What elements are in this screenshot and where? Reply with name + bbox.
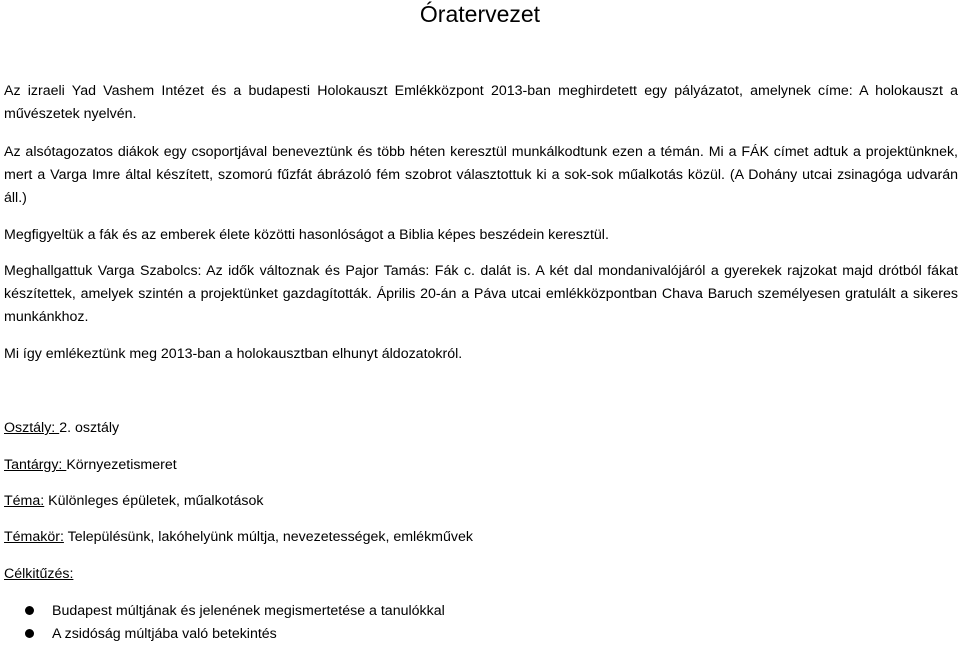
closing-paragraph: Mi így emlékeztünk meg 2013-ban a holokausztban elhunyt áldozatokról.: [4, 346, 463, 362]
class-field: [4, 418, 119, 438]
goal-field: [4, 564, 73, 584]
intro-paragraph: Az izraeli Yad Vashem Intézet és a budapesti Holokauszt Emlékközpont 2013-ban meghirdetett egy pályázatot, amelynek címe: A holokauszt a művészetek nyelvén.: [4, 83, 958, 122]
class-value: 2. osztály: [59, 420, 120, 436]
subject-label: Tantárgy:: [4, 457, 67, 473]
topic-value: Különleges épületek, műalkotások: [44, 493, 264, 509]
goal-item-text: Budapest múltjának és jelenének megismertetése a tanulókkal: [52, 603, 445, 619]
observation-paragraph: Megfigyeltük a fák és az emberek élete közötti hasonlóságot a Biblia képes beszédein keresztül.: [4, 227, 609, 243]
theme-label: Témakör:: [4, 529, 64, 545]
bullet-icon: [25, 606, 34, 615]
project-paragraph: Az alsótagozatos diákok egy csoportjával beneveztünk és több héten keresztül munkálkodtunk ezen a témán. Mi a FÁK címet adtuk a projektünknek, mert a Varga Imre által készített, szomorú fűzfát ábrázoló fém szobrot választottuk ki a sok-sok műalkotás közül. (A Dohány utcai zsinagóga udvarán áll.): [4, 144, 958, 206]
theme-field: [4, 527, 473, 547]
class-label: Osztály:: [4, 420, 60, 436]
subject-value: Környezetismeret: [66, 457, 177, 473]
goal-label: Célkitűzés:: [4, 566, 74, 582]
page-title: Óratervezet: [419, 1, 541, 27]
songs-paragraph: Meghallgattuk Varga Szabolcs: Az idők változnak és Pajor Tamás: Fák c. dalát is. A két dal mondanivalójáról a gyerekek rajzokat majd drótból fákat készítettek, amelyek szintén a projektünket gazdagították. Április 20-án a Páva utcai emlékközpontban Chava Baruch személyesen gratulált a sikeres munkánkhoz.: [4, 263, 958, 325]
topic-label: Téma:: [4, 493, 45, 509]
theme-value: Településünk, lakóhelyünk múltja, nevezetességek, emlékművek: [63, 529, 473, 545]
goal-item-text: A zsidóság múltjába való betekintés: [52, 626, 277, 642]
topic-field: [4, 491, 263, 511]
subject-field: [4, 455, 177, 475]
bullet-icon: [25, 629, 34, 638]
